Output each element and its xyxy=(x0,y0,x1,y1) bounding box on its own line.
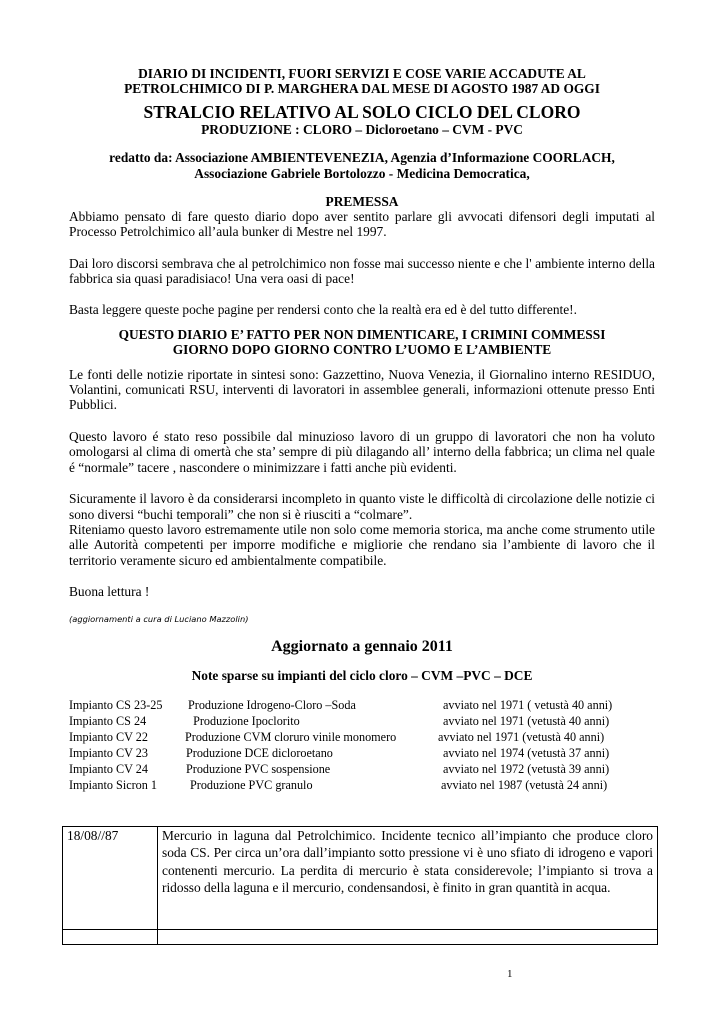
incident-log-table xyxy=(62,826,658,945)
plant-started: avviato nel 1987 (vetustà 24 anni) xyxy=(441,777,608,792)
plant-row xyxy=(69,713,655,729)
credits-line-2: Associazione Gabriele Bortolozzo - Medicina Democratica, xyxy=(194,165,530,181)
header-line-1: DIARIO DI INCIDENTI, FUORI SERVIZI E COSE VARIE ACCADUTE AL xyxy=(138,66,586,81)
plant-production: Produzione Ipoclorito xyxy=(187,713,300,728)
plant-production: Produzione Idrogeno-Cloro –Soda xyxy=(188,697,356,712)
plant-started: avviato nel 1972 (vetustà 39 anni) xyxy=(443,761,610,776)
plant-started: avviato nel 1971 (vetustà 40 anni) xyxy=(438,729,605,744)
premessa-paragraph-1: Abbiamo pensato di fare questo diario dopo aver sentito parlare gli avvocati difensori degli imputati al Processo Petrolchimico all’aula bunker di Mestre nel 1997. xyxy=(69,208,655,240)
table-row xyxy=(63,930,658,945)
incident-description xyxy=(158,930,658,945)
plant-row xyxy=(69,777,655,793)
plant-row xyxy=(69,745,655,761)
plant-production: Produzione PVC granulo xyxy=(190,777,313,792)
plant-started: avviato nel 1971 (vetustà 40 anni) xyxy=(443,713,610,728)
premessa-paragraph-3: Basta leggere queste poche pagine per rendersi conto che la realtà era ed è del tutto differente!. xyxy=(69,302,577,318)
motto-line-2: GIORNO DOPO GIORNO CONTRO L’UOMO E L’AMBIENTE xyxy=(172,342,552,358)
document-title: STRALCIO RELATIVO AL SOLO CICLO DEL CLORO xyxy=(143,101,581,122)
body-paragraph-incomplete: Sicuramente il lavoro è da considerarsi incompleto in quanto viste le difficoltà di circolazione delle notizie ci sono diversi “buchi temporali” che non si è riusciti a “colmare”. xyxy=(69,491,655,522)
document-subtitle: PRODUZIONE : CLORO – Dicloroetano – CVM - PVC xyxy=(201,121,523,137)
body-paragraph-sources: Le fonti delle notizie riportate in sintesi sono: Gazzettino, Nuova Venezia, il Giornalino interno RESIDUO, Volantini, comunicati RSU, interventi di lavoratori in assemblee generali, informazioni ottenute presso Enti Pubblici. xyxy=(69,366,655,413)
plant-row xyxy=(69,729,655,745)
credits-line-1: redatto da: Associazione AMBIENTEVENEZIA, Agenzia d’Informazione COORLACH, xyxy=(109,149,615,165)
plant-production: Produzione DCE dicloroetano xyxy=(186,745,333,760)
plant-started: avviato nel 1974 (vetustà 37 anni) xyxy=(443,745,610,760)
premessa-paragraph-2: Dai loro discorsi sembrava che al petrolchimico non fosse mai successo niente e che l' ambiente interno della fabbrica sia quasi paradisiaco! Una vera oasi di pace! xyxy=(69,255,655,287)
plants-list xyxy=(69,697,655,793)
plant-started: avviato nel 1971 ( vetustà 40 anni) xyxy=(443,697,613,712)
page-number: 1 xyxy=(507,968,513,980)
plant-name: Impianto CV 23 xyxy=(69,745,148,760)
motto xyxy=(69,327,655,358)
plant-row xyxy=(69,761,655,777)
plant-name: Impianto CV 24 xyxy=(69,761,148,776)
update-note: (aggiornamenti a cura di Luciano Mazzolin) xyxy=(69,613,249,624)
plant-name: Impianto CS 23-25 xyxy=(69,697,163,712)
plant-name: Impianto Sicron 1 xyxy=(69,777,158,792)
table-row xyxy=(63,827,658,930)
incident-date: 18/08//87 xyxy=(63,827,158,930)
plant-name: Impianto CV 22 xyxy=(69,729,148,744)
document-page xyxy=(69,66,655,793)
body-paragraph-useful: Riteniamo questo lavoro estremamente utile non solo come memoria storica, ma anche come strumento utile alle Autorità competenti per imporre modifiche e migliorie che rendano sia l’ambiente di lavoro che il territorio veramente sicuro ed ambientalmente compatibile. xyxy=(69,521,655,568)
plant-row xyxy=(69,697,655,713)
header-line-2: PETROLCHIMICO DI P. MARGHERA DAL MESE DI AGOSTO 1987 AD OGGI xyxy=(124,81,600,97)
plant-production: Produzione CVM cloruro vinile monomero xyxy=(185,729,397,744)
incident-date xyxy=(63,930,158,945)
premessa-heading: PREMESSA xyxy=(325,193,399,209)
plant-name: Impianto CS 24 xyxy=(69,713,147,728)
plants-notes-heading: Note sparse su impianti del ciclo cloro – CVM –PVC – DCE xyxy=(191,667,533,683)
incident-description: Mercurio in laguna dal Petrolchimico. Incidente tecnico all’impianto che produce cloro soda CS. Per circa un’ora dall’impianto sotto pressione vi è uno sfiato di idrogeno e vapori contenenti mercurio. La perdita di mercurio è stata considerevole; l’impianto si trova a ridosso della laguna e il mercurio, condensandosi, è finito in gran quantità in acqua. xyxy=(158,827,658,930)
body-paragraph-work: Questo lavoro é stato reso possibile dal minuzioso lavoro di un gruppo di lavoratori che non ha voluto omologarsi al clima di omertà che sta’ sempre di più dilagando all’ interno della fabbrica; un clima nel quale é “normale” tacere , nascondere o minimizzare i fatti anche più evidenti. xyxy=(69,428,655,475)
credits xyxy=(69,150,655,182)
plant-production: Produzione PVC sospensione xyxy=(186,761,331,776)
body-paragraph-closing: Buona lettura ! xyxy=(69,584,150,600)
update-heading: Aggiornato a gennaio 2011 xyxy=(271,637,453,655)
motto-line-1: QUESTO DIARIO E’ FATTO PER NON DIMENTICARE, I CRIMINI COMMESSI xyxy=(118,326,606,342)
